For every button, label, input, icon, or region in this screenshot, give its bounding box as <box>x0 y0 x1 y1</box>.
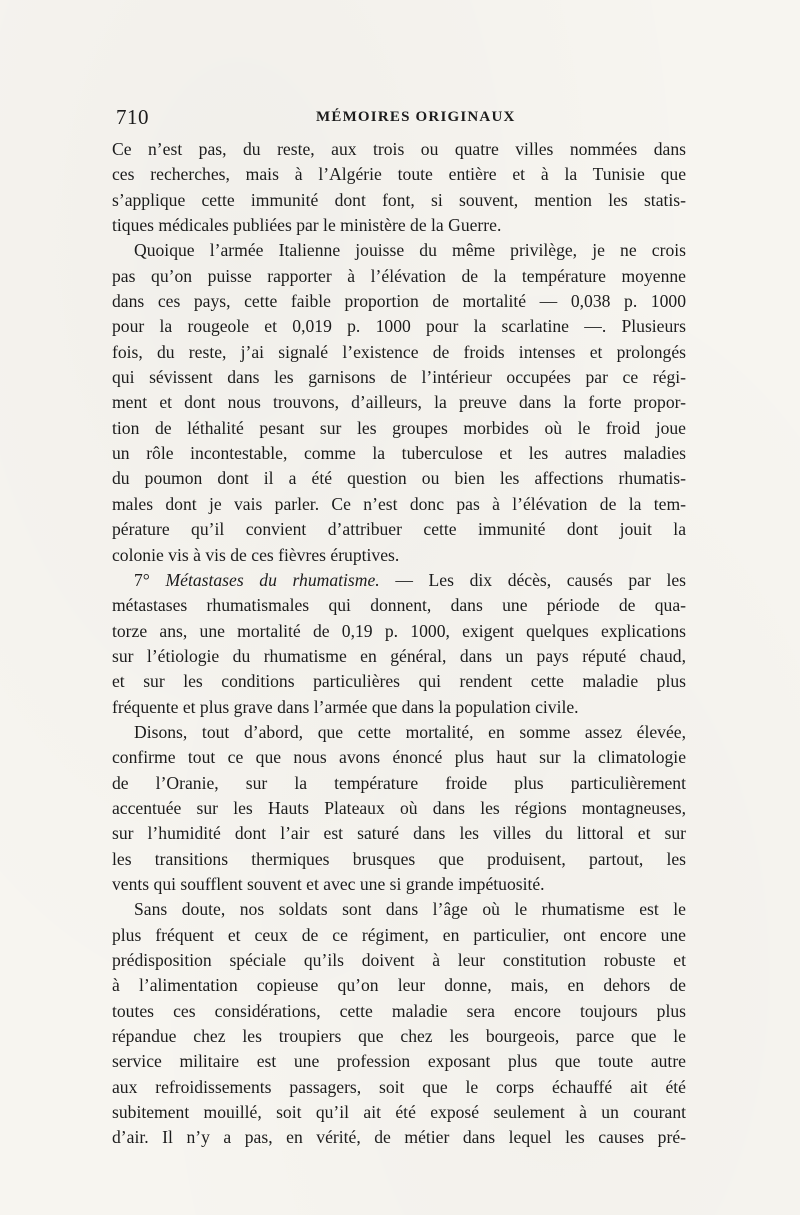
text-line: torze ans, une mortalité de 0,19 p. 1000, exigent quelques explications <box>112 620 686 641</box>
text-line: vents qui soufflent souvent et avec une si grande impétuosité. <box>112 873 545 894</box>
text-line: pour la rougeole et 0,019 p. 1000 pour la scarlatine —. Plusieurs <box>112 316 686 337</box>
text-line: sur l’étiologie du rhumatisme en général, dans un pays réputé chaud, <box>112 645 686 666</box>
text-line: pas qu’on puisse rapporter à l’élévation de la température moyenne <box>112 265 686 286</box>
section-heading-line <box>112 568 686 593</box>
text-line: dans ces pays, cette faible proportion de mortalité — 0,038 p. 1000 <box>112 291 686 312</box>
text-line: service militaire est une profession exposant plus que toute autre <box>112 1051 686 1072</box>
text-line: s’applique cette immunité dont font, si souvent, mention les statis- <box>112 189 686 210</box>
text-line: et sur les conditions particulières qui rendent cette maladie plus <box>112 671 686 692</box>
paragraph-start-line: Quoique l’armée Italienne jouisse du même privilège, je ne crois <box>134 240 686 261</box>
text-line: accentuée sur les Hauts Plateaux où dans les régions montagneuses, <box>112 797 686 818</box>
text-line: plus fréquent et ceux de ce régiment, en particulier, ont encore une <box>112 924 686 945</box>
text-line <box>112 593 686 618</box>
text-line: subitement mouillé, soit qu’il ait été exposé seulement à un courant <box>112 1102 686 1123</box>
text-line: fois, du reste, j’ai signalé l’existence de froids intenses et prolongés <box>112 341 686 362</box>
text-line: toutes ces considérations, cette maladie sera encore toujours plus <box>112 1000 686 1021</box>
text-line: Ce n’est pas, du reste, aux trois ou quatre villes nommées dans <box>112 139 686 159</box>
running-head: MÉMOIRES ORIGINAUX <box>316 109 516 125</box>
section-continuation-word: métastases <box>112 595 188 616</box>
text-line: tion de léthalité pesant sur les groupes morbides où le froid joue <box>112 417 686 438</box>
text-line: ces recherches, mais à l’Algérie toute entière et à la Tunisie que <box>112 164 686 185</box>
text-line: pérature qu’il convient d’attribuer cette immunité dont jouit la <box>112 519 686 540</box>
text-line: d’air. Il n’y a pas, en vérité, de métier dans lequel les causes pré- <box>112 1127 686 1148</box>
text-line: prédisposition spéciale qu’ils doivent à leur constitution robuste et <box>112 950 686 970</box>
text-line: tiques médicales publiées par le ministère de la Guerre. <box>112 215 502 236</box>
text-line: fréquente et plus grave dans l’armée que dans la population civile. <box>112 696 579 717</box>
text-line: aux refroidissements passagers, soit que le corps échauffé ait été <box>112 1076 686 1097</box>
text-line: sur l’humidité dont l’air est saturé dans les villes du littoral et sur <box>112 823 686 844</box>
text-line: colonie vis à vis de ces fièvres éruptives. <box>112 544 400 565</box>
text-line: répandue chez les troupiers que chez les bourgeois, parce que le <box>112 1026 686 1047</box>
text-line: à l’alimentation copieuse qu’on leur donne, mais, en dehors de <box>112 975 686 996</box>
text-line: un rôle incontestable, comme la tuberculose et les autres maladies <box>112 443 686 464</box>
section-title: Métastases du rhumatisme. <box>165 569 380 590</box>
text-line: ment et dont nous trouvons, d’ailleurs, la preuve dans la forte propor- <box>112 392 686 413</box>
section-continuation-text: rhumatismales qui donnent, dans une période de qua- <box>206 595 686 616</box>
body-text <box>112 137 686 1151</box>
page-number: 710 <box>116 105 149 129</box>
text-line: les transitions thermiques brusques que produisent, partout, les <box>112 848 686 869</box>
page-header <box>116 104 690 130</box>
text-line: qui sévissent dans les garnisons de l’intérieur occupées par ce régi- <box>112 367 686 388</box>
section-number: 7° <box>134 569 150 590</box>
paragraph-start-line: Disons, tout d’abord, que cette mortalité, en somme assez élevée, <box>134 721 686 742</box>
paragraph-start-line: Sans doute, nos soldats sont dans l’âge où le rhumatisme est le <box>134 899 686 920</box>
text-line: de l’Oranie, sur la température froide plus particulièrement <box>112 772 686 793</box>
text-line: du poumon dont il a été question ou bien les affections rhumatis- <box>112 468 686 489</box>
text-line: males dont je vais parler. Ce n’est donc pas à l’élévation de la tem- <box>112 493 686 514</box>
section-heading-text: — Les dix décès, causés par les <box>395 569 686 590</box>
text-line: confirme tout ce que nous avons énoncé plus haut sur la climatologie <box>112 747 686 768</box>
